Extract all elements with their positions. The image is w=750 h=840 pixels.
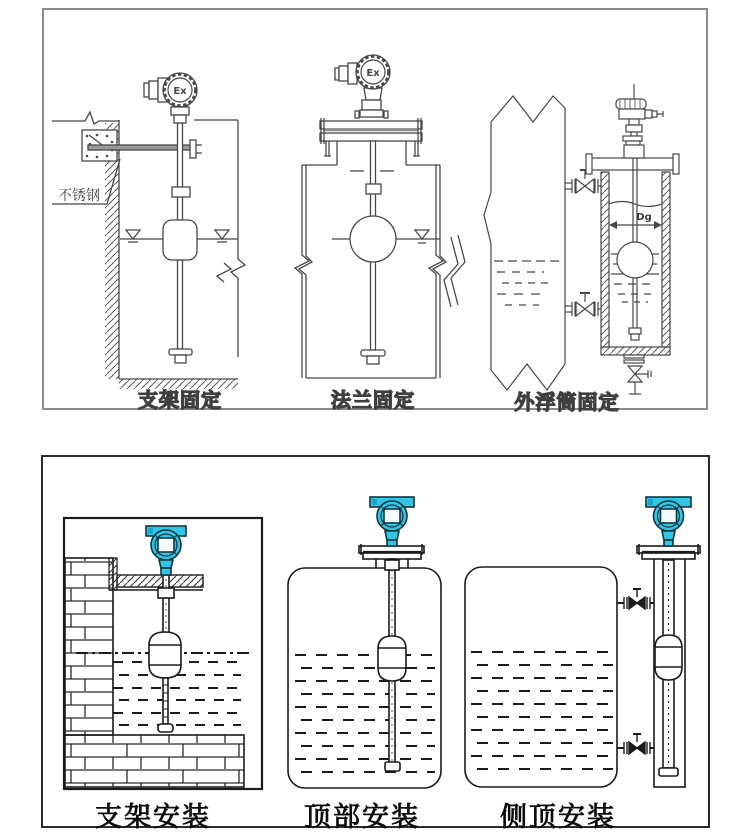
mounting-flange xyxy=(320,118,422,144)
ex-marking: Ex xyxy=(173,86,187,97)
stem-weight xyxy=(361,350,385,356)
brick-floor xyxy=(65,735,244,787)
display-window xyxy=(384,509,400,523)
head-neck xyxy=(662,531,675,540)
stem-coupling xyxy=(366,184,381,194)
support-platform xyxy=(117,575,203,587)
brick-wall xyxy=(65,558,113,735)
transmitter-head xyxy=(146,526,186,575)
tank-wall-left xyxy=(484,122,491,370)
caption-bracket-fixing: 支架固定 xyxy=(138,388,222,412)
stem-weight-tip xyxy=(367,356,379,364)
mounting-methods-panel xyxy=(41,455,710,833)
stainless-steel-label: 不锈钢 xyxy=(58,188,100,204)
transmitter-head xyxy=(370,497,414,546)
stem-weight xyxy=(169,349,192,355)
isolation-valve-upper xyxy=(565,170,601,193)
caption-chamber-fixing: 外浮筒固定 xyxy=(514,390,620,414)
sensor-stem-lower xyxy=(178,260,183,349)
stem-weight xyxy=(629,328,641,334)
stem-weight-tip xyxy=(175,355,186,363)
float xyxy=(163,220,197,260)
display-window xyxy=(661,509,677,523)
stem-coupling xyxy=(385,560,399,570)
display-window xyxy=(158,538,174,552)
float-ball xyxy=(617,242,653,278)
explosion-proof-head xyxy=(335,55,390,89)
tank xyxy=(465,567,617,787)
flange-fixing-diagram xyxy=(295,55,465,378)
mounting-methods-drawing xyxy=(43,457,708,826)
caption-flange-fixing: 法兰固定 xyxy=(331,388,415,412)
chamber-liquid-surface xyxy=(609,202,662,207)
isolation-valve-lower xyxy=(565,293,601,316)
stem-weight xyxy=(659,768,678,776)
water-dashes xyxy=(471,652,613,769)
float xyxy=(149,632,181,678)
caption-top-mount: 顶部安装 xyxy=(304,802,420,833)
ex-marking: Ex xyxy=(366,68,380,79)
tank-wall-left-inner xyxy=(299,165,312,378)
isolation-valve-upper xyxy=(617,589,654,609)
dg-label: Dg xyxy=(636,212,652,223)
stem-weight-tip xyxy=(631,334,639,340)
water-level-symbol xyxy=(415,230,429,239)
wall-cap-strip xyxy=(109,558,117,590)
sensor-stem xyxy=(178,123,183,220)
fixing-methods-drawing xyxy=(44,10,706,408)
explosion-proof-head xyxy=(144,73,197,123)
tank-top-break xyxy=(491,96,565,122)
water-dashes xyxy=(295,655,435,772)
transmitter-head xyxy=(646,497,691,546)
side-top-mount-illustration xyxy=(465,497,700,787)
stem-coupling xyxy=(172,187,190,197)
head-neck xyxy=(159,560,173,568)
bracket-mount-illustration xyxy=(64,518,262,789)
float xyxy=(655,635,682,680)
stem-weight xyxy=(385,762,400,771)
caption-side-top-mount: 侧顶安装 xyxy=(500,802,616,833)
float-ball xyxy=(350,216,396,262)
transmitter-head xyxy=(616,84,663,158)
break-mark xyxy=(217,263,231,282)
fixing-methods-panel xyxy=(42,8,708,414)
external-chamber-fixing-diagram xyxy=(484,84,679,394)
head-neck xyxy=(355,88,388,118)
float xyxy=(378,636,406,681)
top-mount-illustration xyxy=(288,497,441,788)
stem-weight xyxy=(158,724,173,732)
bracket-fixing-diagram xyxy=(52,73,245,389)
caption-bracket-mount: 支架安装 xyxy=(95,802,211,833)
ceiling-line-left xyxy=(52,112,119,124)
head-neck xyxy=(385,531,399,540)
isolation-valve-lower xyxy=(617,734,654,754)
tank-wall-right-inner xyxy=(433,165,446,378)
tank-liquid xyxy=(494,261,563,305)
tank xyxy=(288,568,441,788)
stem-coupling xyxy=(158,588,174,598)
